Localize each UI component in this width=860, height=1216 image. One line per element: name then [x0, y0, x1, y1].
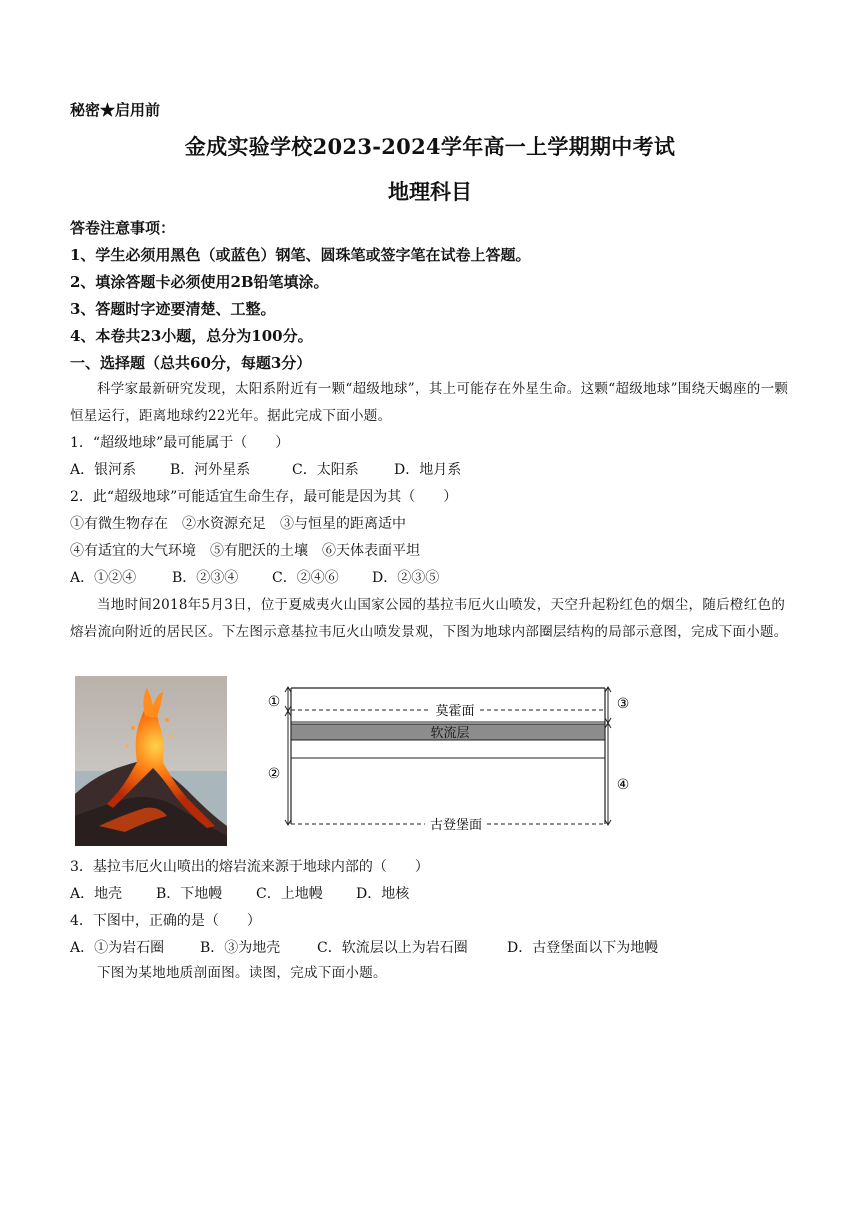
- question-2-statements-1: ①有微生物存在 ②水资源充足 ③与恒星的距离适中: [70, 516, 406, 532]
- mark-3: ③: [616, 696, 630, 712]
- question-3-options: [70, 883, 409, 903]
- exam-subject: 地理科目: [388, 179, 472, 204]
- note-item: 1、学生必须用黑色（或蓝色）钢笔、圆珠笔或签字笔在试卷上答题。: [70, 246, 531, 264]
- mark-2: ②: [267, 766, 281, 782]
- option-a[interactable]: A．①为岩石圈: [70, 940, 165, 956]
- option-c[interactable]: C．软流层以上为岩石圈: [317, 940, 468, 956]
- option-b[interactable]: B．③为地壳: [200, 940, 281, 956]
- option-d[interactable]: D．古登堡面以下为地幔: [507, 940, 659, 956]
- option-a[interactable]: A．①②④: [70, 570, 137, 586]
- option-c[interactable]: C．上地幔: [256, 886, 323, 902]
- mark-1: ①: [267, 694, 281, 710]
- label-asthenosphere: 软流层: [430, 726, 470, 741]
- question-4-stem: 4．下图中，正确的是（ ）: [70, 913, 261, 929]
- note-item: 2、填涂答题卡必须使用2B铅笔填涂。: [70, 273, 329, 291]
- passage-geologic-section: 下图为某地地质剖面图。读图，完成下面小题。: [97, 965, 387, 981]
- option-d[interactable]: D．②③⑤: [372, 570, 440, 586]
- option-a[interactable]: A．地壳: [70, 886, 123, 902]
- option-b[interactable]: B．下地幔: [156, 886, 223, 902]
- question-2-options: [70, 567, 439, 587]
- option-b[interactable]: B．②③④: [172, 570, 239, 586]
- notes-heading: 答卷注意事项：: [70, 219, 176, 237]
- option-c[interactable]: C．②④⑥: [272, 570, 339, 586]
- option-d[interactable]: D．地核: [356, 886, 410, 902]
- label-moho: 莫霍面: [435, 704, 475, 719]
- mark-4: ④: [616, 777, 630, 793]
- label-gutenberg: 古登堡面: [429, 818, 483, 833]
- note-item: 3、答题时字迹要清楚、工整。: [70, 300, 276, 318]
- question-1-options: [70, 459, 461, 479]
- question-1-stem: 1．“超级地球”最可能属于（ ）: [70, 435, 290, 451]
- question-2-stem: 2．此“超级地球”可能适宜生命生存，最可能是因为其（ ）: [70, 489, 458, 505]
- option-d[interactable]: D．地月系: [394, 462, 462, 478]
- exam-title: 金成实验学校2023-2024学年高一上学期期中考试: [184, 134, 676, 159]
- option-c[interactable]: C．太阳系: [292, 462, 359, 478]
- volcano-eruption-photo: [75, 676, 227, 846]
- option-a[interactable]: A．银河系: [70, 462, 137, 478]
- question-2-statements-2: ④有适宜的大气环境 ⑤有肥沃的土壤 ⑥天体表面平坦: [70, 543, 420, 559]
- question-4-options: [70, 937, 658, 957]
- option-b[interactable]: B．河外星系: [170, 462, 251, 478]
- earth-interior-diagram: [260, 682, 640, 834]
- section-heading: 一、选择题（总共60分，每题3分）: [70, 354, 312, 372]
- passage-super-earth: 科学家最新研究发现，太阳系附近有一颗“超级地球”，其上可能存在外星生命。这颗“超级地球”围绕天蝎座的一颗恒星运行，距离地球约22光年。据此完成下面小题。: [70, 381, 789, 424]
- secret-label: 秘密★启用前: [70, 101, 161, 119]
- passage-kilauea: 当地时间2018年5月3日，位于夏威夷火山国家公园的基拉韦厄火山喷发，天空升起粉红色的烟尘，随后橙红色的熔岩流向附近的居民区。下左图示意基拉韦厄火山喷发景观，下图为地球内部圈层结构的局部示意图，完成下面小题。: [70, 597, 788, 640]
- question-3-stem: 3．基拉韦厄火山喷出的熔岩流来源于地球内部的（ ）: [70, 859, 429, 875]
- note-item: 4、本卷共23小题，总分为100分。: [70, 327, 313, 345]
